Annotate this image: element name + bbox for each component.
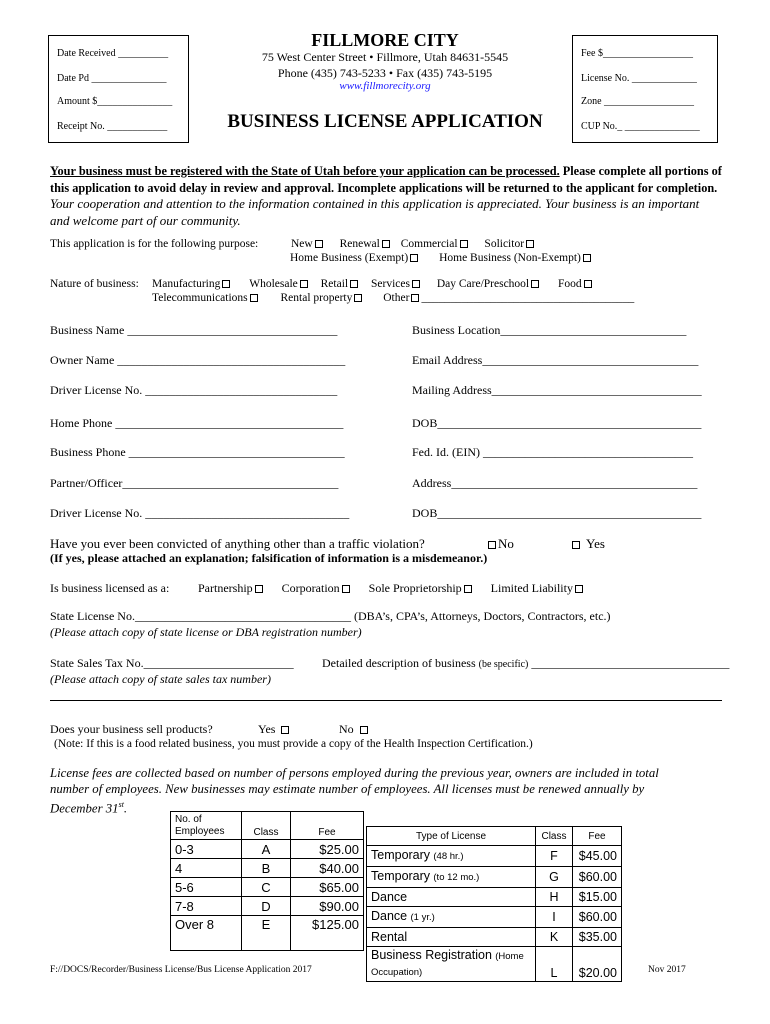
fees-line3-text: December 31 xyxy=(50,801,119,816)
license-type-name: Temporary xyxy=(371,869,431,883)
home-phone-field[interactable]: Home Phone ______________________________________ xyxy=(50,416,344,430)
convicted-no-option xyxy=(486,536,514,552)
state-license-note: (Please attach copy of state license or DBA registration number) xyxy=(50,625,362,639)
description-extra-line[interactable] xyxy=(50,700,722,701)
business-phone-field[interactable]: Business Phone ____________________________________ xyxy=(50,445,345,459)
nature-row1 xyxy=(152,278,594,290)
license-fee-cell: $45.00 xyxy=(573,846,622,867)
purpose-row2 xyxy=(290,252,593,264)
emp-fee-cell: $125.00 xyxy=(291,916,364,951)
sole-proprietorship-label: Sole Proprietorship xyxy=(368,581,462,595)
licensed-as-label: Is business licensed as a: xyxy=(50,581,170,595)
emp-header-line2: Employees xyxy=(175,826,225,837)
cup-no-field[interactable]: CUP No._ _______________ xyxy=(581,121,700,132)
convicted-no-checkbox[interactable] xyxy=(488,541,496,549)
type-table-row xyxy=(367,867,622,888)
type-class-header-cell: Class xyxy=(536,827,573,846)
intro-underlined: Your business must be registered with the State of Utah before your application can be processed. xyxy=(50,164,560,178)
purpose-commercial: Commercial xyxy=(400,238,458,250)
solicitor-checkbox[interactable] xyxy=(526,240,534,248)
description-small: (be specific) xyxy=(478,659,529,670)
corporation-checkbox[interactable] xyxy=(342,585,350,593)
emp-count-cell: 7-8 xyxy=(171,897,242,916)
home-nonexempt-checkbox[interactable] xyxy=(583,254,591,262)
purpose-home-nonexempt: Home Business (Non-Exempt) xyxy=(439,252,581,264)
type-table-row xyxy=(367,888,622,907)
type-header-cell: Type of License xyxy=(367,827,536,846)
date-received-field[interactable]: Date Received __________ xyxy=(57,48,169,59)
purpose-row1 xyxy=(291,238,536,250)
other-checkbox[interactable] xyxy=(411,294,419,302)
license-type-cell xyxy=(367,928,536,947)
license-type-sub: (to 12 mo.) xyxy=(433,872,480,883)
owner-name-field[interactable]: Owner Name ______________________________________ xyxy=(50,353,346,367)
emp-class-cell: E xyxy=(242,916,291,951)
license-type-table xyxy=(366,826,622,982)
products-question: Does your business sell products? xyxy=(50,722,213,736)
license-type-sub: (1 yr.) xyxy=(410,912,435,923)
sole-proprietorship-checkbox[interactable] xyxy=(464,585,472,593)
license-fee-cell: $60.00 xyxy=(573,867,622,888)
description-line: _________________________________ xyxy=(531,656,730,670)
license-fee-cell: $15.00 xyxy=(573,888,622,907)
limited-liability-label: Limited Liability xyxy=(490,581,573,595)
footer-date: Nov 2017 xyxy=(648,965,686,975)
amount-field[interactable]: Amount $_______________ xyxy=(57,96,173,107)
dob-field[interactable]: DOB____________________________________________ xyxy=(412,416,702,430)
products-no-checkbox[interactable] xyxy=(360,726,368,734)
license-fee-cell: $60.00 xyxy=(573,907,622,928)
date-paid-field[interactable]: Date Pd _______________ xyxy=(57,73,167,84)
license-class-cell: L xyxy=(536,947,573,982)
emp-fee-cell: $65.00 xyxy=(291,878,364,897)
emp-table-row xyxy=(171,897,364,916)
emp-table-row xyxy=(171,916,364,951)
license-type-cell xyxy=(367,907,536,928)
purpose-renewal: Renewal xyxy=(339,238,380,250)
nature-other: Other xyxy=(383,292,410,304)
emp-count-cell: 4 xyxy=(171,859,242,878)
city-address: 75 West Center Street • Fillmore, Utah 84631-5545 xyxy=(261,50,509,64)
business-name-field[interactable]: Business Name ___________________________________ xyxy=(50,323,338,337)
sales-tax-note: (Please attach copy of state sales tax number) xyxy=(50,672,271,686)
emp-header-line1: No. of xyxy=(175,814,202,825)
emp-count-cell: 0-3 xyxy=(171,840,242,859)
class-header-cell: Class xyxy=(242,812,291,840)
description-label: Detailed description of business xyxy=(322,656,476,670)
corporation-label: Corporation xyxy=(281,581,340,595)
emp-count-cell: Over 8 xyxy=(171,916,242,951)
license-type-sub2: Occupation) xyxy=(371,967,423,978)
zone-field[interactable]: Zone __________________ xyxy=(581,96,695,107)
services-checkbox[interactable] xyxy=(412,280,420,288)
convicted-note: (If yes, please attached an explanation; falsification of information is a misdemeanor.) xyxy=(50,551,488,565)
driver-license-field[interactable]: Driver License No. ________________________________ xyxy=(50,383,338,397)
emp-fee-cell: $25.00 xyxy=(291,840,364,859)
license-type-cell xyxy=(367,888,536,907)
fees-paragraph xyxy=(50,765,730,816)
receipt-no-field[interactable]: Receipt No. ____________ xyxy=(57,121,168,132)
limited-liability-checkbox[interactable] xyxy=(575,585,583,593)
type-fee-header-cell: Fee xyxy=(573,827,622,846)
fees-line2: number of employees. New businesses may estimate number of employees. All licenses must be renewed annually by xyxy=(50,782,645,796)
partnership-label: Partnership xyxy=(198,581,253,595)
license-type-name: Rental xyxy=(371,930,408,944)
license-type-cell xyxy=(367,867,536,888)
emp-count-cell: 5-6 xyxy=(171,878,242,897)
office-use-left-box xyxy=(48,35,189,143)
state-license-field[interactable]: State License No.____________________________________ (DBA’s, CPA’s, Attorneys, Doctors, Contractors, etc.) xyxy=(50,609,611,623)
license-type-name: Business Registration xyxy=(371,948,492,962)
products-yes-label: Yes xyxy=(258,722,276,736)
fees-line3-sup: st xyxy=(118,800,124,809)
emp-header-cell xyxy=(171,812,242,840)
purpose-solicitor: Solicitor xyxy=(484,238,525,250)
business-location-field[interactable]: Business Location_______________________________ xyxy=(412,323,687,337)
license-fee-cell: $35.00 xyxy=(573,928,622,947)
city-phone: Phone (435) 743-5233 • Fax (435) 743-5195 xyxy=(277,66,493,80)
purpose-home-exempt: Home Business (Exempt) xyxy=(290,252,409,264)
office-use-right-box xyxy=(572,35,718,143)
nature-retail: Retail xyxy=(320,278,349,290)
city-website-link[interactable]: www.fillmorecity.org xyxy=(339,80,431,92)
products-yes-option xyxy=(258,722,291,737)
convicted-no-label: No xyxy=(498,536,514,551)
manufacturing-checkbox[interactable] xyxy=(222,280,230,288)
license-type-name: Dance xyxy=(371,890,408,904)
partner-driver-license-field[interactable]: Driver License No. __________________________________ xyxy=(50,506,350,520)
purpose-new: New xyxy=(291,238,313,250)
nature-row2 xyxy=(152,292,634,304)
other-line[interactable]: _____________________________________ xyxy=(421,292,635,304)
nature-telecom: Telecommunications xyxy=(152,292,248,304)
nature-wholesale: Wholesale xyxy=(249,278,298,290)
license-fee-cell: $20.00 xyxy=(573,947,622,982)
emp-table-row xyxy=(171,840,364,859)
emp-table-row xyxy=(171,878,364,897)
partner-dob-field[interactable]: DOB____________________________________________ xyxy=(412,506,702,520)
license-type-name: Temporary xyxy=(371,848,431,862)
license-type-sub: (Home xyxy=(495,951,524,962)
license-class-cell: H xyxy=(536,888,573,907)
license-type-cell xyxy=(367,947,536,982)
license-class-cell: F xyxy=(536,846,573,867)
partner-address-field[interactable]: Address_________________________________________ xyxy=(412,476,698,490)
employee-fee-table xyxy=(170,811,364,951)
renewal-checkbox[interactable] xyxy=(382,240,390,248)
products-note: (Note: If this is a food related business, you must provide a copy of the Health Inspection Certification.) xyxy=(54,738,533,750)
convicted-yes-label: Yes xyxy=(586,536,605,551)
emp-table-row xyxy=(171,859,364,878)
convicted-yes-option xyxy=(570,536,605,552)
fee-header-cell: Fee xyxy=(291,812,364,840)
type-table-row xyxy=(367,846,622,867)
license-type-name: Dance xyxy=(371,909,408,923)
intro-paragraph xyxy=(50,163,722,229)
license-type-sub: (48 hr.) xyxy=(433,851,464,862)
emp-fee-cell: $40.00 xyxy=(291,859,364,878)
email-address-field[interactable]: Email Address____________________________________ xyxy=(412,353,699,367)
license-no-field[interactable]: License No. _____________ xyxy=(581,73,697,84)
products-no-option xyxy=(339,722,370,737)
licensed-as-options xyxy=(198,581,585,596)
license-class-cell: K xyxy=(536,928,573,947)
purpose-label: This application is for the following purpose: xyxy=(50,238,259,250)
new-checkbox[interactable] xyxy=(315,240,323,248)
nature-label: Nature of business: xyxy=(50,278,139,290)
fees-line3-dot: . xyxy=(123,801,128,816)
daycare-checkbox[interactable] xyxy=(531,280,539,288)
fed-id-field[interactable]: Fed. Id. (EIN) ___________________________________ xyxy=(412,445,693,459)
products-yes-checkbox[interactable] xyxy=(281,726,289,734)
sales-tax-field[interactable]: State Sales Tax No._________________________ xyxy=(50,656,294,670)
mailing-address-field[interactable]: Mailing Address___________________________________ xyxy=(412,383,702,397)
partnership-checkbox[interactable] xyxy=(255,585,263,593)
convicted-yes-checkbox[interactable] xyxy=(572,541,580,549)
nature-rental: Rental property xyxy=(280,292,353,304)
intro-bold: Please complete all portions of this application to avoid delay in review and approval. Incomplete applications will be returned to the applicant for completion. xyxy=(50,164,722,195)
emp-class-cell: D xyxy=(242,897,291,916)
emp-class-cell: A xyxy=(242,840,291,859)
license-type-cell xyxy=(367,846,536,867)
form-title: BUSINESS LICENSE APPLICATION xyxy=(227,111,543,132)
partner-officer-field[interactable]: Partner/Officer____________________________________ xyxy=(50,476,339,490)
wholesale-checkbox[interactable] xyxy=(300,280,308,288)
type-table-row xyxy=(367,907,622,928)
emp-class-cell: C xyxy=(242,878,291,897)
emp-class-cell: B xyxy=(242,859,291,878)
license-class-cell: I xyxy=(536,907,573,928)
fee-field[interactable]: Fee $__________________ xyxy=(581,48,693,59)
fees-line1: License fees are collected based on number of persons employed during the previous year, owners are included in total xyxy=(50,766,659,780)
rental-checkbox[interactable] xyxy=(354,294,362,302)
license-class-cell: G xyxy=(536,867,573,888)
retail-checkbox[interactable] xyxy=(350,280,358,288)
intro-italic: Your cooperation and attention to the information contained in this application is appreciated. Your business is an important and welcome part of our community. xyxy=(50,196,700,228)
home-exempt-checkbox[interactable] xyxy=(410,254,418,262)
commercial-checkbox[interactable] xyxy=(460,240,468,248)
nature-daycare: Day Care/Preschool xyxy=(436,278,530,290)
convicted-question: Have you ever been convicted of anything other than a traffic violation? xyxy=(50,536,425,551)
nature-food: Food xyxy=(558,278,582,290)
nature-manufacturing: Manufacturing xyxy=(152,278,221,290)
nature-services: Services xyxy=(370,278,410,290)
footer-file-path: F://DOCS/Recorder/Business License/Bus License Application 2017 xyxy=(50,965,312,975)
telecom-checkbox[interactable] xyxy=(250,294,258,302)
business-description-field[interactable] xyxy=(322,656,729,671)
food-checkbox[interactable] xyxy=(584,280,592,288)
type-table-row xyxy=(367,947,622,982)
city-name: FILLMORE CITY xyxy=(311,30,459,50)
type-table-row xyxy=(367,928,622,947)
fees-line3 xyxy=(50,797,730,816)
products-no-label: No xyxy=(339,722,354,736)
emp-fee-cell: $90.00 xyxy=(291,897,364,916)
